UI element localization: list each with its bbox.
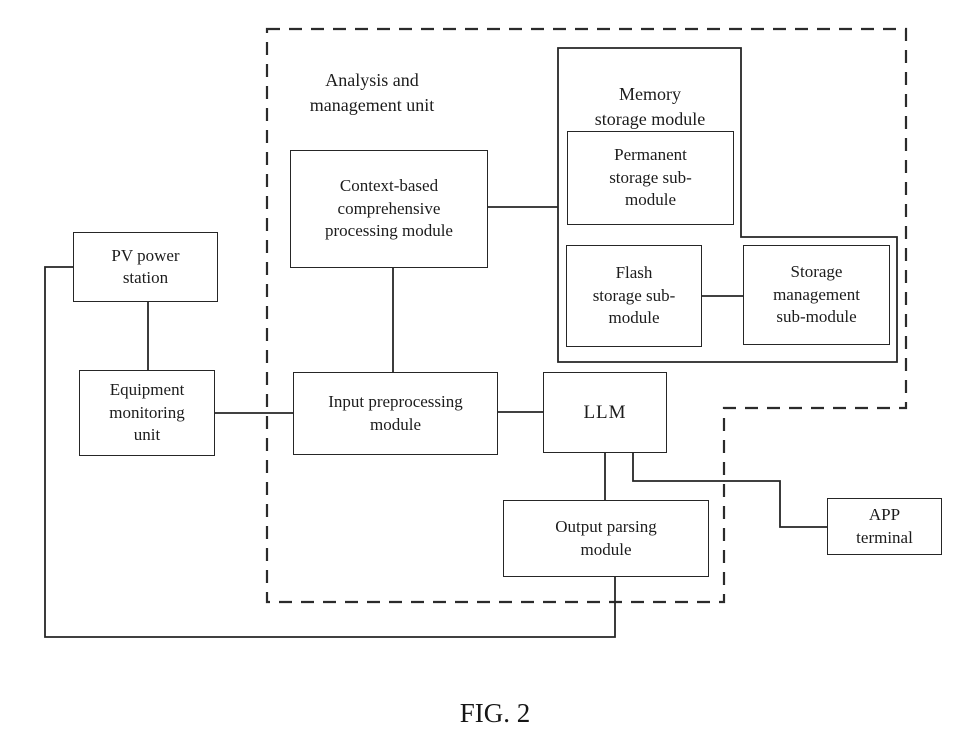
context-processing-module-label: Context-based comprehensive processing module [325,176,453,241]
permanent-storage-submodule-label: Permanent storage sub- module [609,145,692,210]
memory-module-title [560,58,740,132]
node-app-terminal [827,498,942,555]
storage-management-submodule-label: Storage management sub-module [773,262,860,327]
node-flash-storage-submodule [566,245,702,347]
analysis-unit-title [286,44,458,118]
equipment-monitoring-unit-label: Equipment monitoring unit [109,380,185,445]
memory-module-title-text: Memory storage module [594,84,706,130]
node-equipment-monitoring-unit [79,370,215,456]
app-terminal-label: APP terminal [856,505,913,547]
node-storage-management-submodule [743,245,890,345]
node-llm [543,372,667,453]
node-output-parsing-module [503,500,709,577]
flash-storage-submodule-label: Flash storage sub- module [592,263,676,328]
llm-label: LLM [583,401,627,423]
node-permanent-storage-submodule [567,131,734,225]
output-parsing-module-label: Output parsing module [555,517,657,559]
node-input-preprocessing-module [293,372,498,455]
pv-power-station-label: PV power station [111,245,180,287]
input-preprocessing-module-label: Input preprocessing module [328,392,463,434]
figure-caption: FIG. 2 [459,698,531,728]
node-context-processing-module [290,150,488,268]
node-pv-power-station [73,232,218,302]
analysis-unit-title-text: Analysis and management unit [309,70,435,116]
